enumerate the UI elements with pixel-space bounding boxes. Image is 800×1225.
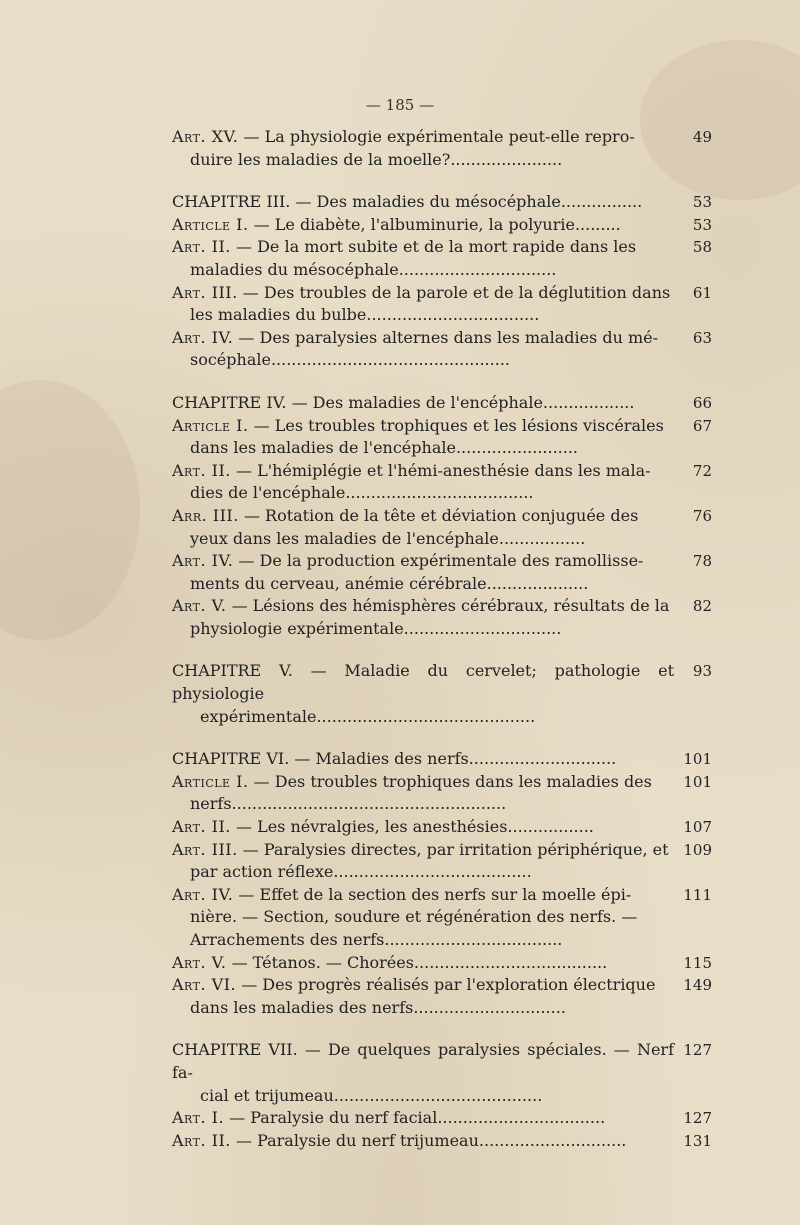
entry-continuation: ments du cerveau, anémie cérébrale....................: [190, 573, 589, 593]
entry-label: Art. II.: [172, 237, 231, 257]
entry-page-number: 131: [683, 1131, 712, 1150]
article-entry: [172, 126, 712, 171]
entry-text: [172, 415, 674, 460]
table-of-contents: [172, 126, 712, 1152]
entry-text: [172, 191, 674, 214]
entry-text: [172, 595, 674, 640]
page-number: — 185 —: [365, 96, 435, 114]
entry-text: [172, 816, 674, 839]
entry-page-number: 76: [692, 506, 712, 525]
entry-label: Art. II.: [172, 1130, 231, 1150]
entry-title: — L'hémiplégie et l'hémi-anesthésie dans les mala-: [235, 460, 651, 480]
entry-title: — De la production expérimentale des ramollisse-: [238, 551, 644, 571]
entry-page-number: 78: [692, 552, 712, 571]
entry-text: [172, 884, 674, 952]
entry-label: Arr. III.: [172, 505, 239, 525]
entry-title: — Tétanos. — Chorées......................................: [231, 952, 608, 972]
article-entry: [172, 839, 712, 884]
entry-continuation: les maladies du bulbe..................................: [190, 305, 540, 325]
chapter-entry: [172, 191, 712, 214]
entry-text: [172, 1039, 674, 1107]
entry-label: Article I.: [172, 214, 249, 234]
entry-text: [172, 748, 674, 771]
entry-title: — Lésions des hémisphères cérébraux, résultats de la: [231, 596, 670, 616]
entry-page-number: 101: [683, 750, 712, 769]
entry-page-number: 72: [692, 461, 712, 480]
entry-text: [172, 771, 674, 816]
entry-title: — Rotation de la tête et déviation conjuguée des: [243, 505, 639, 525]
entry-page-number: 109: [683, 840, 712, 859]
entry-page-number: 82: [692, 597, 712, 616]
entry-page-number: 66: [692, 393, 712, 412]
entry-page-number: 63: [692, 328, 712, 347]
entry-label: Art. XV.: [172, 127, 239, 146]
entry-label: Art. VI.: [172, 975, 237, 995]
entry-continuation: dans les maladies de l'encéphale........................: [190, 438, 579, 458]
entry-page-number: 149: [683, 976, 712, 995]
entry-label: Art. II.: [172, 460, 231, 480]
entry-title: CHAPITRE IV. — Des maladies de l'encéphale..................: [172, 392, 635, 412]
entry-label: Art. III.: [172, 839, 238, 859]
entry-title: CHAPITRE V. — Maladie du cervelet; pathologie et physiologie: [172, 661, 674, 704]
entry-continuation: yeux dans les maladies de l'encéphale.................: [190, 528, 586, 548]
article-entry: [172, 974, 712, 1019]
entry-title: — Paralysie du nerf facial.................................: [229, 1108, 606, 1128]
entry-continuation: expérimentale...........................................: [200, 706, 536, 726]
entry-text: [172, 327, 674, 372]
entry-page-number: 107: [683, 818, 712, 837]
entry-label: Art. V.: [172, 952, 227, 972]
entry-title: — Des progrès réalisés par l'exploration électrique: [241, 975, 656, 995]
entry-page-number: 111: [683, 885, 712, 904]
entry-page-number: 61: [692, 283, 712, 302]
entry-title: — Paralysie du nerf trijumeau.............................: [235, 1130, 627, 1150]
entry-page-number: 53: [692, 193, 712, 212]
entry-text: [172, 460, 674, 505]
entry-title: CHAPITRE VI. — Maladies des nerfs.............................: [172, 749, 617, 769]
entry-continuation: nerfs......................................................: [190, 794, 507, 814]
entry-title: — La physiologie expérimentale peut-elle repro-: [243, 127, 635, 146]
chapter-entry: [172, 748, 712, 771]
article-entry: [172, 415, 712, 460]
entry-text: [172, 952, 674, 975]
article-entry: [172, 595, 712, 640]
article-entry: [172, 1130, 712, 1153]
entry-page-number: 67: [692, 416, 712, 435]
article-entry: [172, 816, 712, 839]
entry-title: — Le diabète, l'albuminurie, la polyurie.........: [253, 214, 621, 234]
article-entry: [172, 771, 712, 816]
entry-label: Art. I.: [172, 1108, 225, 1128]
entry-text: [172, 214, 674, 237]
entry-text: [172, 392, 674, 415]
article-entry: [172, 1107, 712, 1130]
chapter-entry: [172, 1039, 712, 1107]
entry-title: — Les troubles trophiques et les lésions viscérales: [253, 415, 664, 435]
entry-title: — De la mort subite et de la mort rapide dans les: [235, 237, 637, 257]
entry-label: Art. V.: [172, 596, 227, 616]
entry-continuation: dans les maladies des nerfs..............................: [190, 997, 566, 1017]
entry-label: Art. III.: [172, 282, 238, 302]
chapter-entry: [172, 660, 712, 728]
entry-title: — Paralysies directes, par irritation périphérique, et: [242, 839, 669, 859]
entry-continuation: nière. — Section, soudure et régénération des nerfs. —: [190, 907, 638, 927]
entry-continuation: maladies du mésocéphale...............................: [190, 259, 557, 279]
entry-page-number: 127: [683, 1041, 712, 1060]
entry-page-number: 93: [692, 662, 712, 681]
entry-continuation: Arrachements des nerfs...................................: [190, 930, 563, 949]
entry-continuation: dies de l'encéphale.....................................: [190, 483, 534, 503]
entry-text: [172, 126, 674, 171]
paper-stain: [0, 380, 140, 640]
entry-continuation: socéphale...............................................: [190, 350, 510, 370]
article-entry: [172, 327, 712, 372]
entry-title: — Des troubles de la parole et de la déglutition dans: [242, 282, 671, 302]
entry-page-number: 53: [692, 215, 712, 234]
chapter-entry: [172, 392, 712, 415]
article-entry: [172, 282, 712, 327]
entry-page-number: 115: [683, 953, 712, 972]
entry-text: [172, 550, 674, 595]
entry-page-number: 101: [683, 772, 712, 791]
entry-continuation: par action réflexe.......................................: [190, 862, 532, 882]
entry-label: Art. IV.: [172, 327, 234, 347]
article-entry: [172, 952, 712, 975]
entry-title: — Des troubles trophiques dans les maladies des: [253, 771, 652, 791]
entry-text: [172, 282, 674, 327]
article-entry: [172, 214, 712, 237]
entry-page-number: 127: [683, 1109, 712, 1128]
entry-page-number: 58: [692, 238, 712, 257]
entry-label: Art. II.: [172, 817, 231, 837]
entry-continuation: duire les maladies de la moelle?......................: [190, 149, 563, 169]
article-entry: [172, 460, 712, 505]
entry-title: — Des paralysies alternes dans les maladies du mé-: [238, 327, 659, 347]
entry-text: [172, 1107, 674, 1130]
entry-title: — Les névralgies, les anesthésies.................: [235, 817, 594, 837]
entry-text: [172, 1130, 674, 1153]
entry-label: Article I.: [172, 415, 249, 435]
entry-label: Art. IV.: [172, 551, 234, 571]
article-entry: [172, 550, 712, 595]
entry-title: — Effet de la section des nerfs sur la moelle épi-: [238, 884, 632, 904]
entry-label: Article I.: [172, 771, 249, 791]
entry-title: CHAPITRE VII. — De quelques paralysies spéciales. — Nerf fa-: [172, 1040, 674, 1082]
article-entry: [172, 236, 712, 281]
entry-continuation: physiologie expérimentale...............................: [190, 618, 562, 638]
entry-page-number: 49: [692, 128, 712, 146]
entry-continuation: cial et trijumeau.........................................: [200, 1085, 543, 1105]
entry-text: [172, 660, 674, 728]
entry-label: Art. IV.: [172, 884, 234, 904]
entry-text: [172, 505, 674, 550]
article-entry: [172, 505, 712, 550]
entry-text: [172, 236, 674, 281]
entry-title: CHAPITRE III. — Des maladies du mésocéphale................: [172, 192, 643, 212]
entry-text: [172, 974, 674, 1019]
article-entry: [172, 884, 712, 952]
entry-text: [172, 839, 674, 884]
